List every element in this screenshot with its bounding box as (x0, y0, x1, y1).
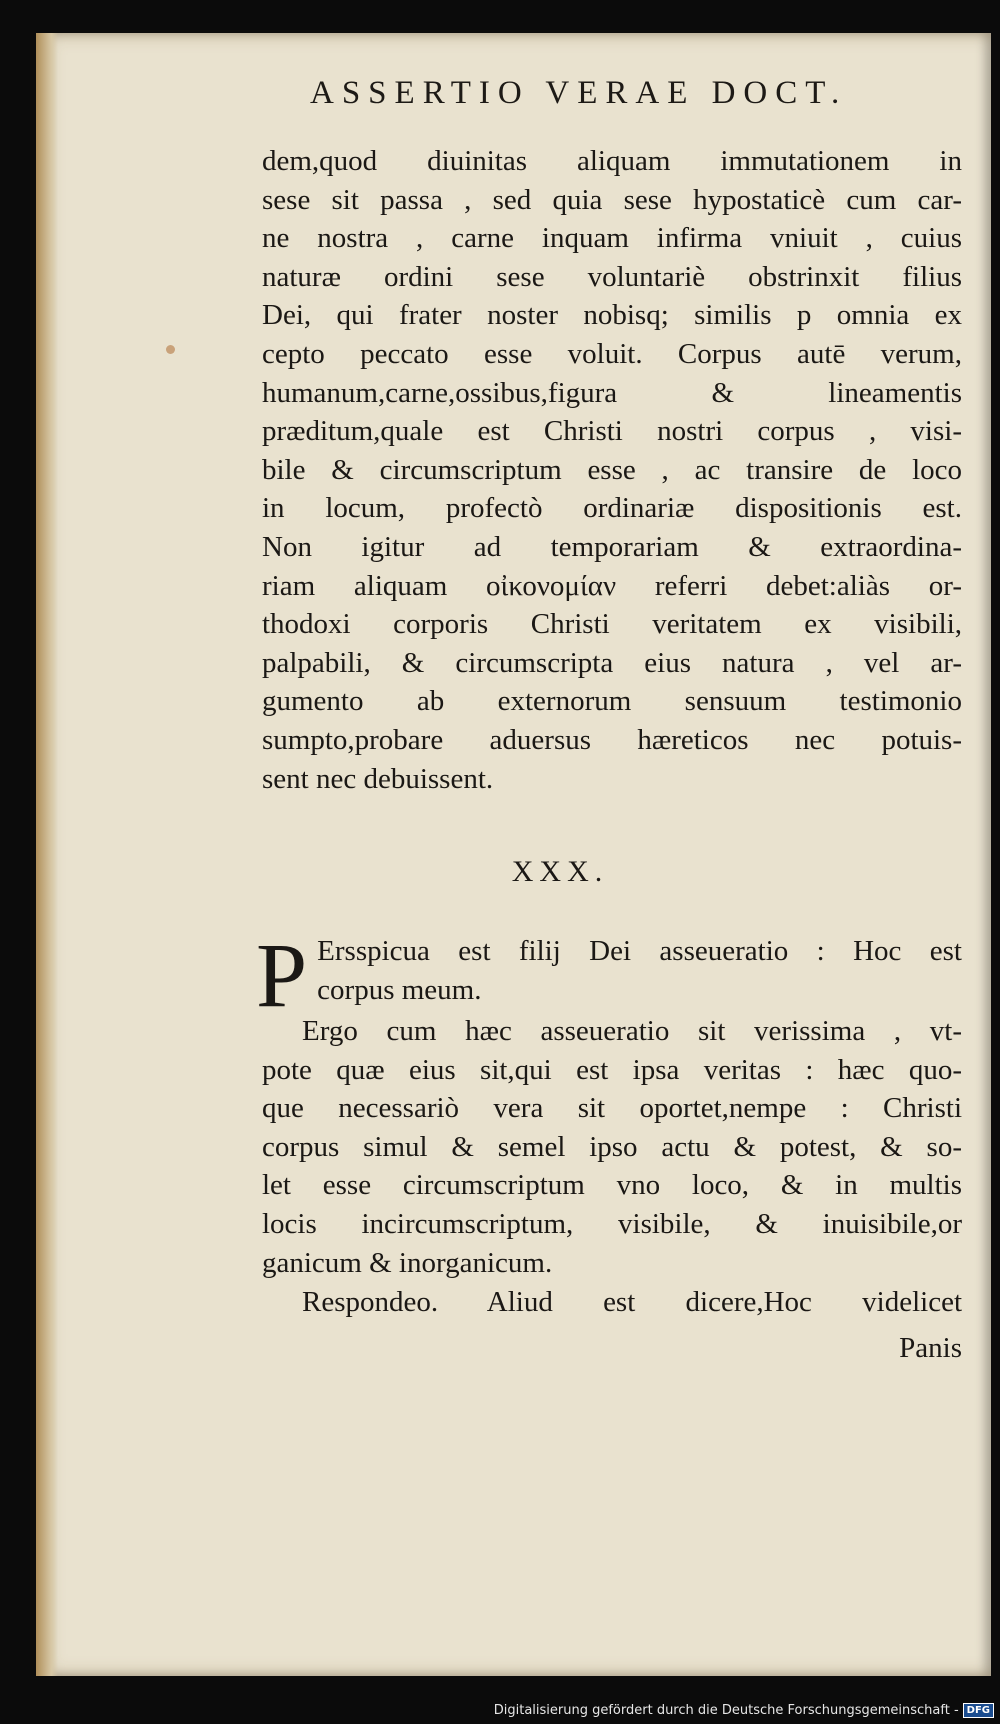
text-line: Ergo cum hæc asseueratio sit verissima , vt- (302, 1015, 962, 1047)
text-line: sese sit passa , sed quia sese hypostaticè cum car- (262, 183, 962, 216)
text-line: ne nostra , carne inquam infirma vniuit , cuius (262, 222, 962, 255)
text-line: humanum,carne,ossibus,figura & lineamentis (262, 376, 962, 409)
text-line: riam aliquam οἰκονομίαν referri debet:aliàs or- (262, 569, 962, 602)
text-line: dem,quod diuinitas aliquam immutationem in (262, 145, 962, 177)
text-line: locis incircumscriptum, visibile, & inuisibile,or (262, 1207, 962, 1240)
paragraph-4 (262, 1283, 962, 1322)
text-line: corpus simul & semel ipso actu & potest, & so- (262, 1130, 962, 1163)
text-line: let esse circumscriptum vno loco, & in multis (262, 1169, 962, 1202)
text-line: gumento ab externorum sensuum testimonio (262, 685, 962, 718)
text-line: sumpto,probare aduersus hæreticos nec potuis- (262, 723, 962, 756)
text-line: corpus meum. (317, 973, 482, 1006)
text-line: ganicum & inorganicum. (262, 1246, 553, 1279)
paragraph-1 (262, 142, 962, 798)
text-line: in locum, profectò ordinariæ dispositionis est. (262, 492, 962, 525)
text-line: sent nec debuissent. (262, 762, 494, 795)
text-line: naturæ ordini sese voluntariè obstrinxit filius (262, 260, 962, 293)
text-line: bile & circumscriptum esse , ac transire de loco (262, 453, 962, 486)
dfg-logo: DFG (963, 1703, 994, 1718)
drop-cap: P (256, 924, 308, 1026)
paragraph-2 (256, 924, 962, 1026)
paper-stain (166, 345, 175, 354)
text-line: que necessariò vera sit oportet,nempe : Christi (262, 1092, 962, 1125)
catchword: Panis (899, 1332, 962, 1364)
text-line: Non igitur ad temporariam & extraordina- (262, 530, 962, 563)
text-line: pote quæ eius sit,qui est ipsa veritas : hæc quo- (262, 1053, 962, 1086)
text-line: Dei, qui frater noster nobisq; similis p omnia ex (262, 299, 962, 332)
running-head: ASSERTIO VERAE DOCT. (310, 75, 848, 111)
text-line: Ersspicua est filij Dei asseueratio : Hoc est (317, 935, 962, 967)
text-line: Respondeo. Aliud est dicere,Hoc videlicet (302, 1286, 962, 1318)
text-line: cepto peccato esse voluit. Corpus autē verum, (262, 337, 962, 370)
section-number: XXX. (511, 855, 609, 888)
text-line: thodoxi corporis Christi veritatem ex visibili, (262, 608, 962, 641)
footer-text: Digitalisierung gefördert durch die Deutsche Forschungsgemeinschaft - (493, 1703, 959, 1718)
paragraph-3 (262, 1012, 962, 1282)
footer-credit (494, 1703, 994, 1718)
text-line: præditum,quale est Christi nostri corpus , visi- (262, 415, 962, 448)
text-line: palpabili, & circumscripta eius natura , vel ar- (262, 646, 962, 679)
